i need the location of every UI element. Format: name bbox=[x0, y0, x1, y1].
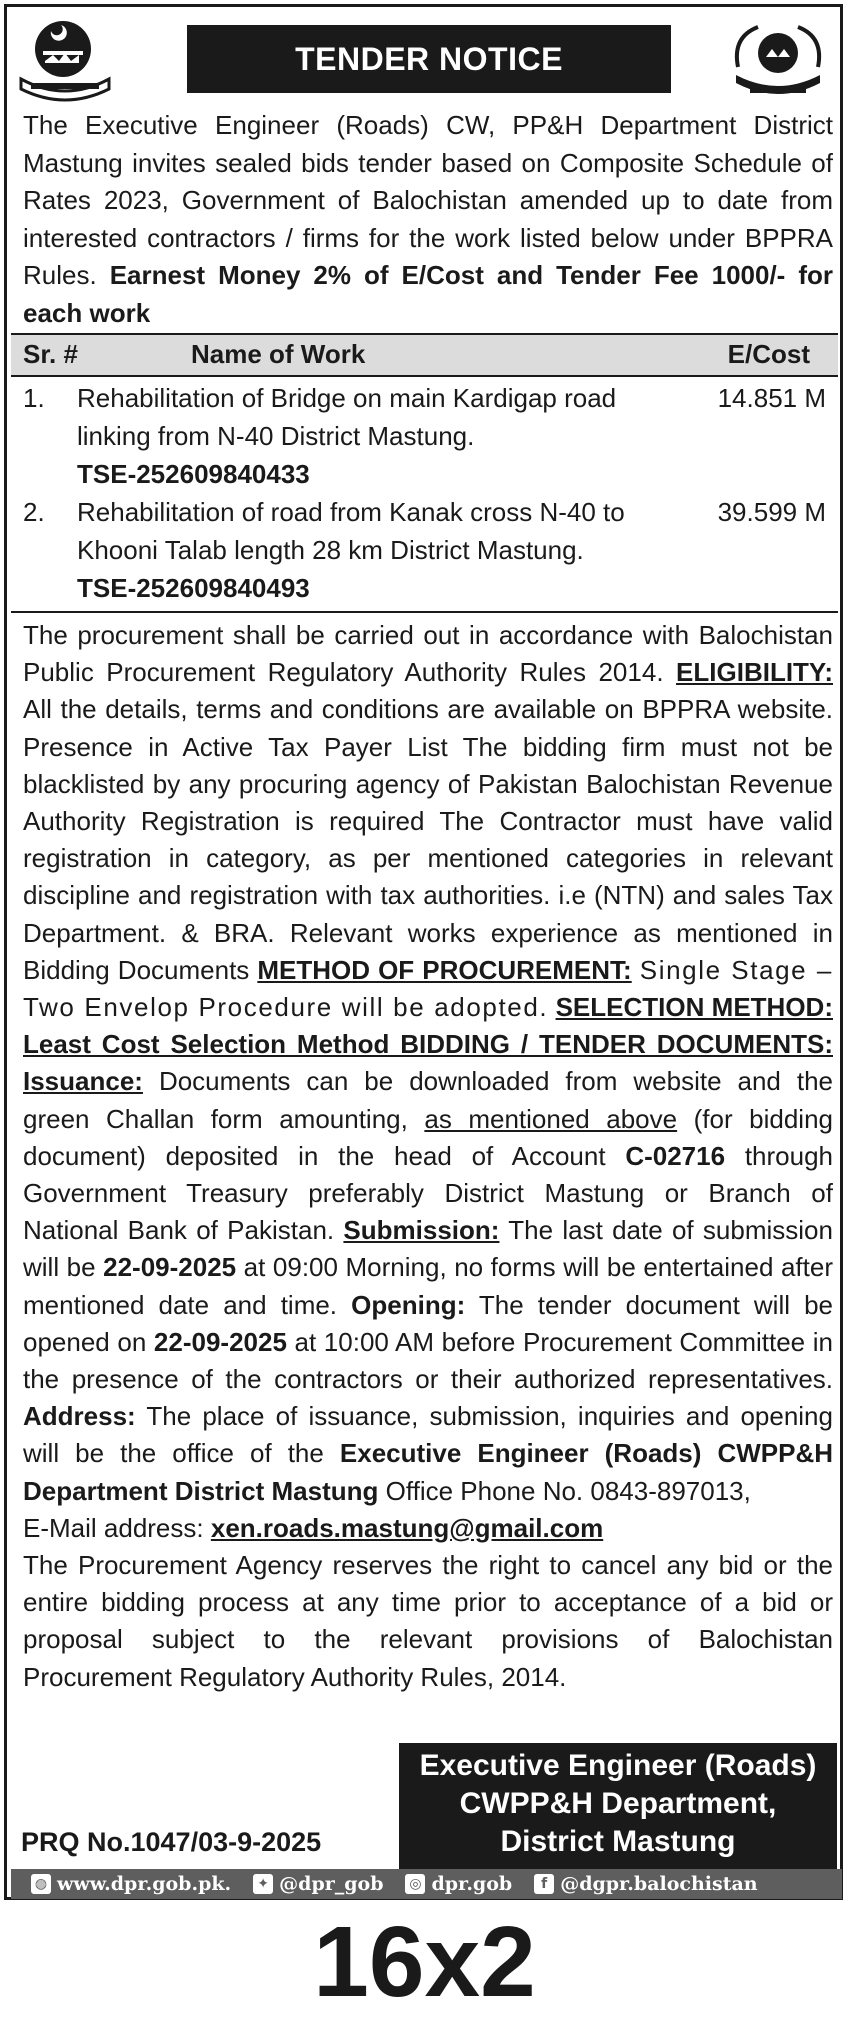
work-line: linking from N-40 District Mastung. bbox=[77, 421, 475, 451]
tse-number: TSE-252609840493 bbox=[77, 573, 310, 603]
deposit-text: (for bidding document) deposited in the head of Account bbox=[23, 1103, 833, 1171]
opening-text: The tender document will be opened on bbox=[23, 1289, 834, 1357]
eligibility-label: ELIGIBILITY: bbox=[676, 657, 833, 688]
twitter-link[interactable] bbox=[253, 1873, 383, 1895]
method-label: METHOD OF PROCUREMENT: bbox=[257, 954, 632, 985]
signature-line: District Mastung bbox=[500, 1825, 736, 1858]
work-line: Rehabilitation of road from Kanak cross N-40 to bbox=[77, 497, 625, 527]
phone-text: Office Phone No. 0843-897013, bbox=[385, 1475, 751, 1506]
address-label: Address: bbox=[23, 1401, 136, 1432]
opening-date: 22-09-2025 bbox=[153, 1326, 287, 1357]
notice-frame bbox=[4, 4, 843, 1900]
signature-block bbox=[399, 1743, 837, 1869]
facebook-link[interactable] bbox=[534, 1873, 757, 1895]
prq-number: PRQ No.1047/03-9-2025 bbox=[21, 1827, 322, 1857]
submission-text: The last date of submission will be bbox=[23, 1215, 833, 1283]
website-link[interactable] bbox=[31, 1873, 231, 1895]
treasury-text: through Government Treasury preferably District Mastung or Branch of National Bank of Pakistan. bbox=[23, 1140, 833, 1246]
sr-header: Sr. # bbox=[23, 339, 78, 369]
submission-label: Submission: bbox=[343, 1215, 500, 1246]
instagram-link[interactable] bbox=[405, 1873, 512, 1895]
facebook-icon: f bbox=[534, 1874, 554, 1894]
as-mentioned-text: as mentioned above bbox=[424, 1103, 678, 1134]
intro-paragraph bbox=[23, 107, 833, 332]
terms-paragraph bbox=[23, 617, 833, 1696]
twitter-icon: ✦ bbox=[253, 1874, 273, 1894]
email-link[interactable]: xen.roads.mastung@gmail.com bbox=[210, 1512, 604, 1543]
facebook-handle: @dgpr.balochistan bbox=[560, 1873, 758, 1895]
work-table-header bbox=[11, 333, 838, 377]
website-text: www.dpr.gob.pk. bbox=[57, 1873, 232, 1895]
work-description bbox=[77, 379, 677, 493]
globe-icon: ◍ bbox=[31, 1874, 51, 1894]
signature-line: Executive Engineer (Roads) bbox=[419, 1749, 817, 1782]
issuance-text: Documents can be downloaded from website and the green Challan form amounting, bbox=[23, 1066, 833, 1134]
page-title: TENDER NOTICE bbox=[187, 25, 671, 93]
procurement-text: The procurement shall be carried out in accordance with Balochistan Public Procurement Regulatory Authority Rules 2014. bbox=[23, 620, 833, 688]
row-number: 1. bbox=[23, 383, 45, 413]
intro-text: The Executive Engineer (Roads) CW, PP&H Department District Mastung invites sealed bids tender based on Composite Schedule of Rates 2023, Government of Balochistan amended up to date from interested contractors / firms for the work listed below under BPPRA Rules. bbox=[23, 110, 833, 290]
tse-number: TSE-252609840433 bbox=[77, 459, 310, 489]
work-line: Khooni Talab length 28 km District Mastung. bbox=[77, 535, 584, 565]
government-emblem-logo bbox=[15, 17, 115, 105]
selection-label: SELECTION METHOD: Least Cost Selection Method BIDDING / TENDER DOCUMENTS: Issuance: bbox=[23, 992, 833, 1097]
submission-date: 22-09-2025 bbox=[103, 1252, 237, 1283]
email-label: E-Mail address: bbox=[23, 1512, 204, 1543]
section-divider bbox=[11, 611, 838, 613]
estimated-cost: 39.599 M bbox=[717, 497, 826, 527]
twitter-handle: @dpr_gob bbox=[279, 1873, 384, 1895]
opening-time-text: at 10:00 AM before Procurement Committee in the presence of the contractors or their authorized representatives. bbox=[23, 1326, 833, 1395]
notice-header bbox=[7, 7, 846, 117]
estimated-cost: 14.851 M bbox=[717, 383, 826, 413]
row-number: 2. bbox=[23, 497, 45, 527]
footer-bar bbox=[11, 1869, 842, 1899]
opening-label: Opening: bbox=[351, 1289, 466, 1320]
name-of-work-header: Name of Work bbox=[191, 339, 366, 369]
method-text: Single Stage –Two Envelop Procedure will be adopted. bbox=[23, 954, 833, 1023]
eligibility-text: All the details, terms and conditions are available on BPPRA website. Presence in Active Tax Payer List The bidding firm must not be blacklisted by any procuring agency of Pakistan Balochistan Revenue Authority Registration is required The Contractor must have valid registration in category, as per mentioned categories in relevant discipline and registration with tax authorities. i.e (NTN) and sales Tax Department. & BRA. Relevant works experience as mentioned in Bidding Documents bbox=[23, 694, 833, 985]
signature-line: CWPP&H Department, bbox=[459, 1787, 777, 1820]
cost-header: E/Cost bbox=[727, 339, 810, 369]
work-line: Rehabilitation of Bridge on main Kardigap road bbox=[77, 383, 617, 413]
instagram-handle: dpr.gob bbox=[431, 1873, 513, 1895]
address-text: The place of issuance, submission, inquiries and opening will be the office of the bbox=[23, 1401, 833, 1469]
submission-time-text: at 09:00 Morning, no forms will be entertained after mentioned date and time. bbox=[23, 1252, 833, 1320]
instagram-icon: ◎ bbox=[405, 1874, 425, 1894]
office-name: Executive Engineer (Roads) CWPP&H Department District Mastung bbox=[23, 1438, 833, 1506]
seal-logo bbox=[728, 17, 828, 105]
earnest-money-text: Earnest Money 2% of E/Cost and Tender Fee 1000/- for each work bbox=[23, 260, 833, 328]
work-description bbox=[77, 493, 677, 607]
ad-size-label: 16x2 bbox=[313, 1906, 536, 2018]
account-number: C-02716 bbox=[625, 1140, 726, 1171]
reservation-text: The Procurement Agency reserves the right to cancel any bid or the entire bidding process at any time prior to acceptance of a bid or proposal subject to the relevant provisions of Balochistan Procurement Regulatory Authority Rules, 2014. bbox=[23, 1550, 833, 1692]
